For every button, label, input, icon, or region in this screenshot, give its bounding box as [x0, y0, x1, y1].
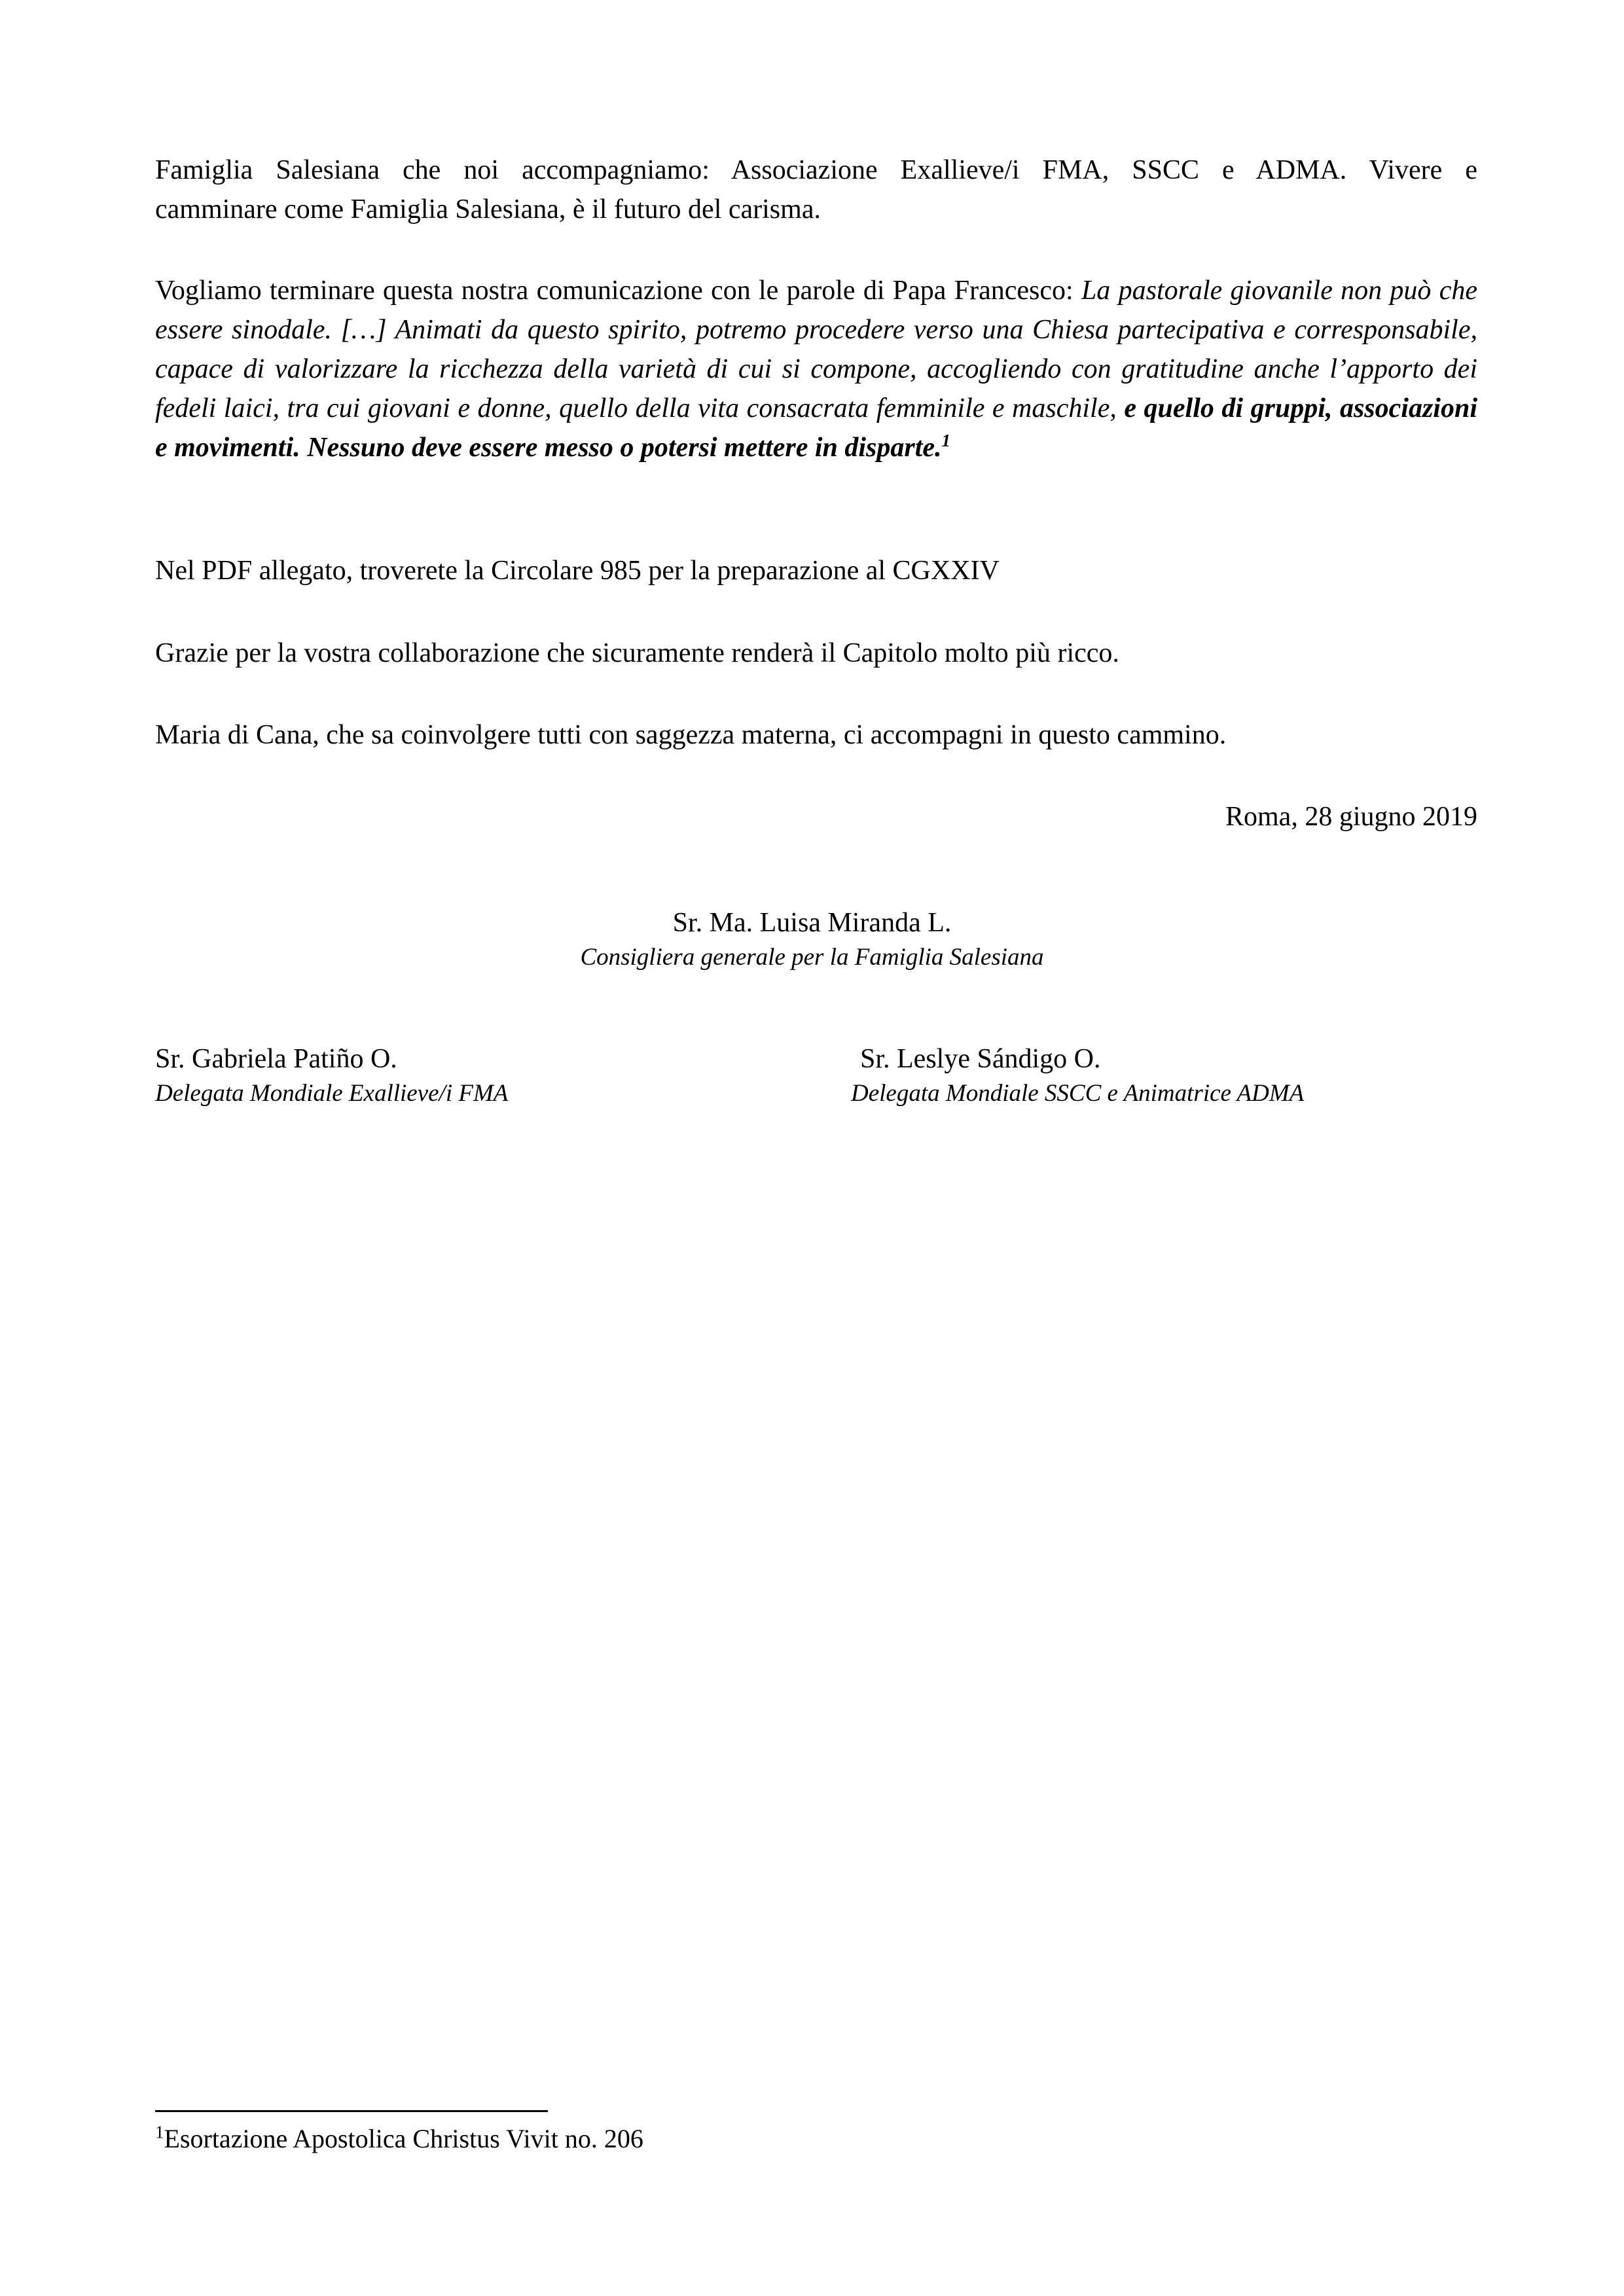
- footnote-number: 1: [155, 2122, 164, 2142]
- thanks-paragraph: Grazie per la vostra collaborazione che sicuramente renderà il Capitolo molto più ricco.: [155, 638, 1119, 668]
- intro-line-2: camminare come Famiglia Salesiana, è il futuro del carisma.: [155, 194, 821, 224]
- main-signature: [0, 905, 1624, 974]
- right-signature-role: Delegata Mondiale SSCC e Animatrice ADMA: [851, 1080, 1305, 1107]
- quote-bold-italic: e quello di gruppi, associazioni e movimenti. Nessuno deve essere messo o potersi mettere in disparte.: [155, 393, 1477, 463]
- quote-italic: La pastorale giovanile non può che essere sinodale. […] Animati da questo spirito, potremo procedere verso una Chiesa partecipativa e corresponsabile, capace di valorizzare la ricchezza della varietà di cui si compone, accogliendo con gratitudine anche l’apporto dei fedeli laici, tra cui giovani e donne, quello della vita consacrata femminile e maschile,: [155, 276, 1478, 423]
- main-signature-role: Consigliera generale per la Famiglia Salesiana: [580, 944, 1044, 971]
- quote-lead: Vogliamo terminare questa nostra comunicazione con le parole di Papa Francesco:: [155, 276, 1081, 306]
- right-signature: [851, 1041, 1304, 1110]
- main-signature-name: Sr. Ma. Luisa Miranda L.: [672, 908, 952, 938]
- pdf-note-paragraph: Nel PDF allegato, troverete la Circolare 985 per la preparazione al CGXXIV: [155, 556, 1000, 586]
- footnote-text: Esortazione Apostolica Christus Vivit no. 206: [164, 2124, 643, 2153]
- intro-paragraph: [155, 151, 1477, 229]
- footnote: [155, 2121, 643, 2157]
- footnote-separator: [155, 2110, 548, 2112]
- quote-paragraph: [155, 271, 1477, 467]
- left-signature-name: Sr. Gabriela Patiño O.: [155, 1044, 397, 1074]
- footnote-reference: 1: [941, 431, 951, 450]
- left-signature: [155, 1041, 508, 1110]
- intro-line-1: Famiglia Salesiana che noi accompagniamo: Associazione Exallieve/i FMA, SSCC e ADMA. Vivere e: [155, 155, 1477, 185]
- blessing-paragraph: Maria di Cana, che sa coinvolgere tutti con saggezza materna, ci accompagni in questo cammino.: [155, 720, 1227, 750]
- left-signature-role: Delegata Mondiale Exallieve/i FMA: [155, 1080, 509, 1107]
- right-signature-name: Sr. Leslye Sándigo O.: [860, 1044, 1101, 1074]
- date-line: Roma, 28 giugno 2019: [1225, 802, 1477, 832]
